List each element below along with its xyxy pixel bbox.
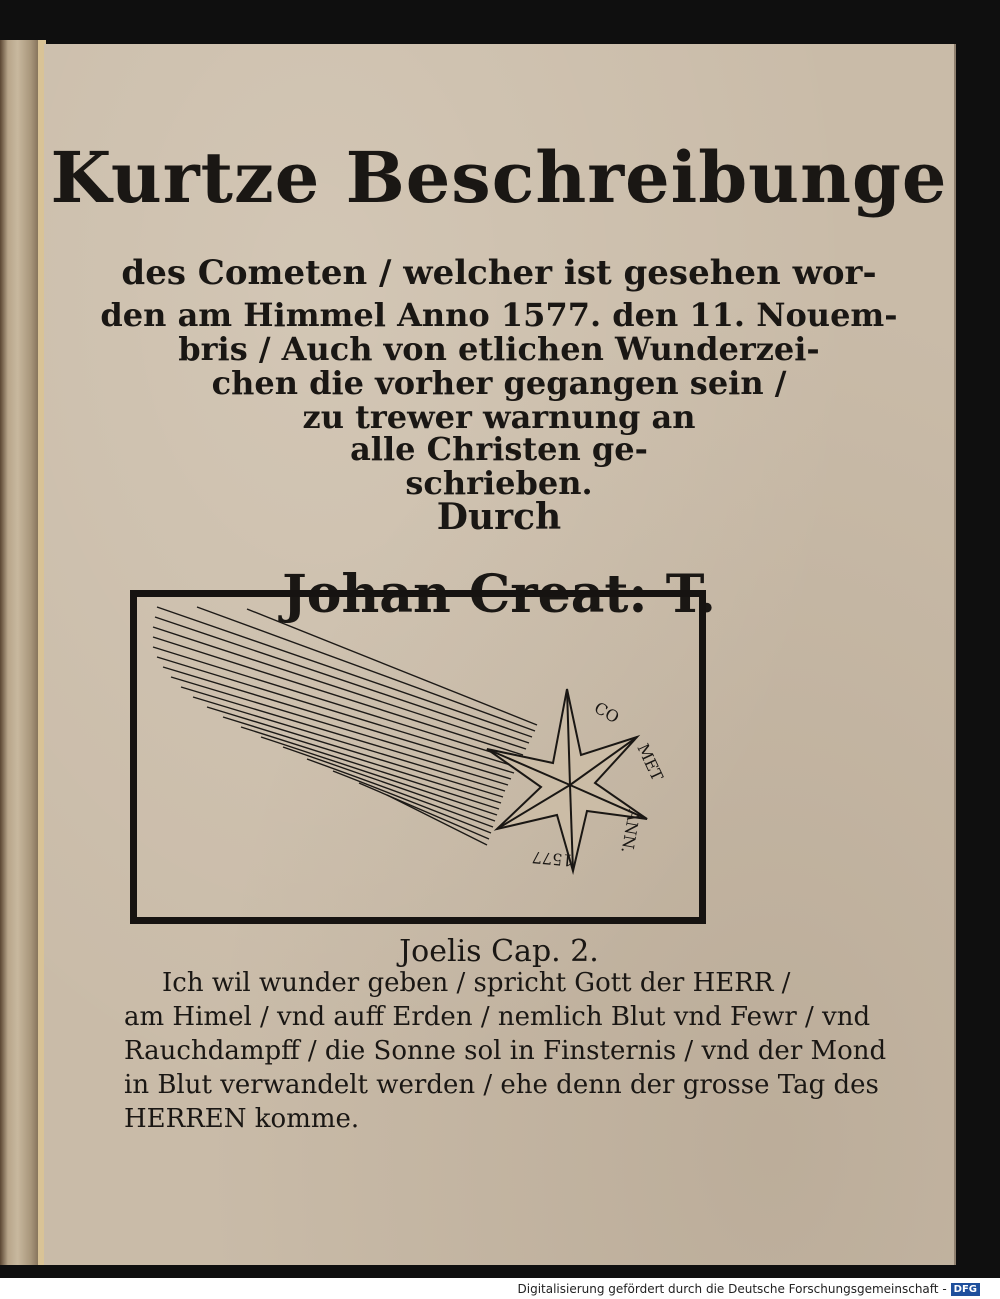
comet-tail	[153, 607, 537, 845]
verse-line: Ich wil wunder geben / spricht Gott der HERR /	[162, 968, 791, 998]
comet-woodcut	[130, 590, 706, 924]
funding-footer	[518, 1282, 981, 1296]
inscription-year: 1577	[531, 847, 574, 870]
inscription-met: MET	[633, 740, 667, 784]
funding-text: Digitalisierung gefördert durch die Deutsche Forschungsgemeinschaft -	[517, 1282, 947, 1296]
verse-line: HERREN komme.	[124, 1104, 360, 1134]
subtitle-line: alle Christen ge-	[350, 430, 648, 468]
subtitle-line: den am Himmel Anno 1577. den 11. Nouem-	[100, 296, 898, 334]
verse-heading: Joelis Cap. 2.	[399, 934, 599, 969]
dfg-logo-icon: DFG	[951, 1283, 980, 1296]
subtitle-line: des Cometen / welcher ist gesehen wor-	[121, 253, 877, 293]
verse-line: Rauchdampff / die Sonne sol in Finsternis / vnd der Mond	[124, 1036, 887, 1066]
inscription-anno: ANN.	[617, 808, 644, 855]
verse-line: in Blut verwandelt werden / ehe denn der grosse Tag des	[124, 1070, 879, 1100]
page-title: Kurtze Beschreibunge	[50, 136, 948, 219]
comet-illustration	[137, 597, 699, 917]
verse-line: am Himel / vnd auff Erden / nemlich Blut vnd Fewr / vnd	[124, 1002, 871, 1032]
title-page	[44, 44, 956, 1265]
subtitle-line: zu trewer warnung an	[302, 398, 696, 436]
inscription-co: CO	[591, 698, 623, 728]
by-label: Durch	[436, 496, 562, 538]
subtitle-line: schrieben.	[405, 464, 593, 502]
author-name: Johan Creat: T.	[282, 564, 716, 625]
subtitle-line: chen die vorher gegangen sein /	[211, 364, 787, 402]
subtitle-line: bris / Auch von etlichen Wunderzei-	[178, 330, 820, 368]
